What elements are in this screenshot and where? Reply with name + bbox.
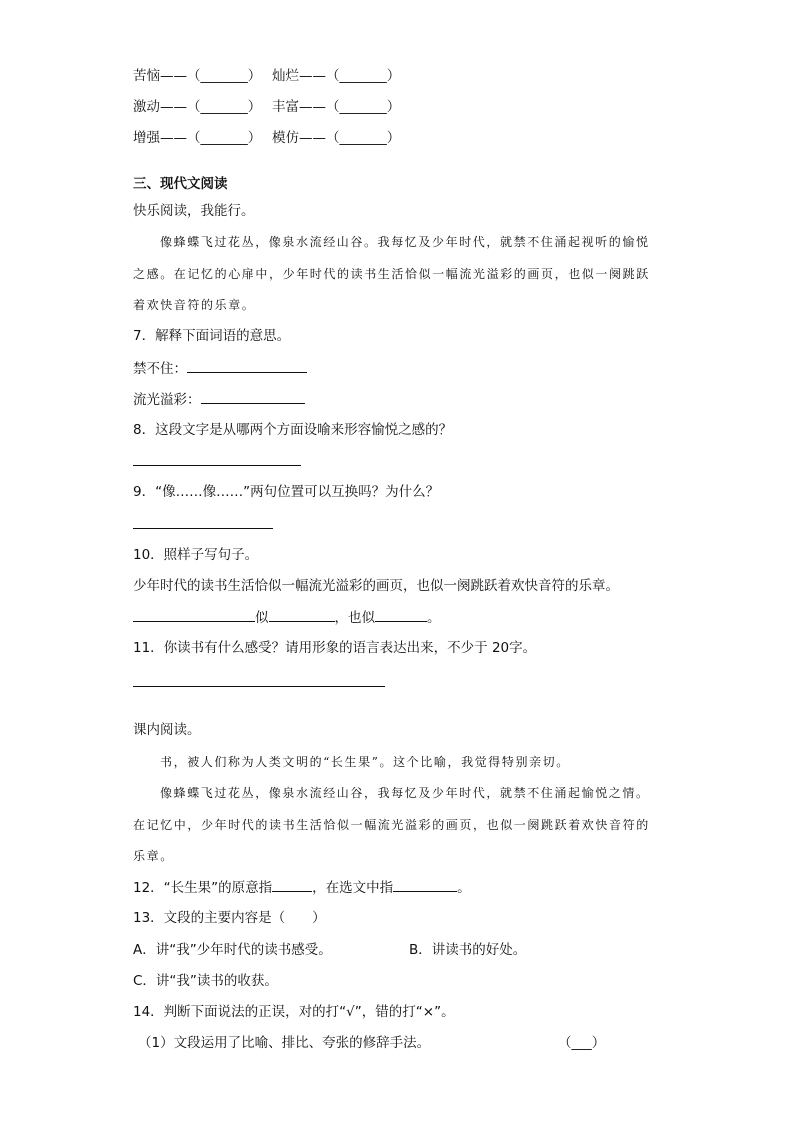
option-c[interactable]: C．讲“我”读书的收获。 <box>133 973 278 989</box>
section-heading: 三、现代文阅读 <box>133 176 228 192</box>
passage-line: 像蜂蝶飞过花丛，像泉水流经山谷，我每忆及少年时代，就禁不住涌起愉悦之情。 <box>160 786 650 800</box>
vocab-item-zengqiang: 增强——（_______） <box>133 130 262 146</box>
q10-fill-sentence <box>133 607 441 628</box>
answer-blank[interactable] <box>187 358 307 373</box>
passage-line: 着欢快音符的乐章。 <box>133 298 256 312</box>
q10-word-yesi: ，也似 <box>334 610 375 626</box>
vocab-row-2 <box>133 97 400 117</box>
q14-item-1: （1）文段运用了比喻、排比、夸张的修辞手法。 <box>138 1035 431 1051</box>
q10-word-si: 似 <box>255 610 269 626</box>
question-9: 9．“像……像……”两句位置可以互换吗？为什么？ <box>133 484 440 500</box>
answer-blank[interactable] <box>375 607 427 622</box>
answer-blank[interactable] <box>133 607 255 622</box>
option-b[interactable]: B．讲读书的好处。 <box>409 942 527 958</box>
question-14: 14．判断下面说法的正误，对的打“√”，错的打“×”。 <box>133 1004 455 1020</box>
q12-part-a: 12．“长生果”的原意指 <box>133 880 273 896</box>
answer-line[interactable] <box>133 528 273 529</box>
question-8: 8．这段文字是从哪两个方面设喻来形容愉悦之感的？ <box>133 422 453 438</box>
vocab-item-kunao: 苦恼——（_______） <box>133 68 262 84</box>
vocab-item-canlan: 灿烂——（_______） <box>272 68 401 84</box>
q12-part-c: 。 <box>457 880 471 896</box>
option-a[interactable]: A．讲“我”少年时代的读书感受。 <box>133 942 332 958</box>
passage-line: 在记忆中，少年时代的读书生活恰似一幅流光溢彩的画页，也似一阕跳跃着欢快音符的 <box>133 818 650 832</box>
q12-part-b: ，在选文中指 <box>312 880 394 896</box>
passage-line: 像蜂蝶飞过花丛，像泉水流经山谷。我每忆及少年时代，就禁不住涌起视听的愉悦 <box>160 235 650 249</box>
q10-example: 少年时代的读书生活恰似一幅流光溢彩的画页，也似一阕跳跃着欢快音符的乐章。 <box>133 578 619 594</box>
passage-line: 书，被人们称为人类文明的“长生果”。这个比喻，我觉得特别亲切。 <box>160 755 570 769</box>
answer-blank[interactable] <box>393 877 457 892</box>
vocab-row-3 <box>133 128 400 148</box>
vocab-item-jidong: 激动——（_______） <box>133 99 262 115</box>
q7-item-jinbuzhu <box>133 358 307 379</box>
passage-line: 乐章。 <box>133 849 174 863</box>
answer-line[interactable] <box>133 686 385 687</box>
question-11: 11．你读书有什么感受？请用形象的语言表达出来，不少于 20字。 <box>133 640 537 656</box>
question-7: 7．解释下面词语的意思。 <box>133 328 291 344</box>
q7-label-a: 禁不住： <box>133 361 187 377</box>
passage-line: 之感。在记忆的心扉中，少年时代的读书生活恰似一幅流光溢彩的画页，也似一阕跳跃 <box>133 267 650 281</box>
q13-options-row <box>133 940 526 960</box>
vocab-row-1 <box>133 66 400 86</box>
answer-blank[interactable] <box>269 607 335 622</box>
answer-blank[interactable] <box>272 877 312 892</box>
vocab-item-fengfu: 丰富——（_______） <box>272 99 401 115</box>
q7-label-b: 流光溢彩： <box>133 392 201 408</box>
reading-intro: 快乐阅读，我能行。 <box>133 203 255 219</box>
answer-blank[interactable] <box>201 389 305 404</box>
question-10: 10．照样子写句子。 <box>133 547 259 563</box>
vocab-item-mofang: 模仿——（_______） <box>272 130 401 146</box>
q7-item-liuguang <box>133 389 305 410</box>
reading-intro-2: 课内阅读。 <box>133 722 201 738</box>
q14-answer-paren[interactable]: （___） <box>558 1035 606 1051</box>
q10-end: 。 <box>427 610 441 626</box>
answer-line[interactable] <box>133 465 301 466</box>
question-12 <box>133 877 471 898</box>
question-13: 13．文段的主要内容是（ ） <box>133 910 326 926</box>
